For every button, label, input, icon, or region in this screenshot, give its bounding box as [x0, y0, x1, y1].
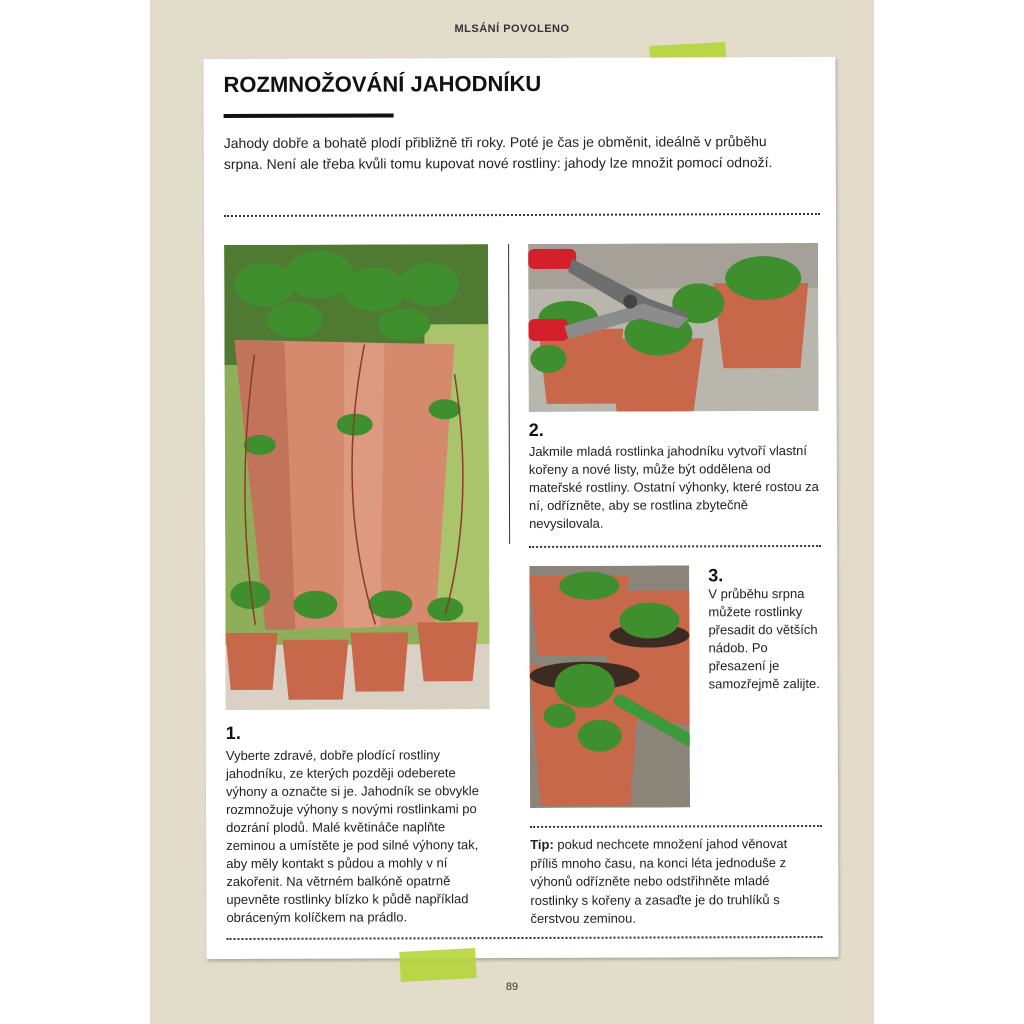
tip-text: pokud nechcete množení jahod věnovat příliš mnoho času, na konci léta jednoduše z výhonů odřízněte nebo odstřihněte mladé rostlinky s kořeny a zasaďte je do truhlíků s čerstvou zeminou. [530, 836, 788, 926]
book-page [150, 0, 874, 1024]
step-1-number: 1. [225, 722, 241, 744]
photo-step-1 [224, 244, 490, 710]
dotted-divider-tip [530, 825, 822, 828]
title-underline [224, 113, 394, 118]
step-2-number: 2. [528, 419, 544, 440]
step-3-text: V průběhu srpna můžete rostlinky přesadit do větších nádob. Po přesazení je samozřejmě zalijte. [708, 586, 820, 692]
dotted-divider-bottom [226, 936, 822, 940]
dotted-divider-top [224, 213, 820, 217]
content-card [203, 57, 838, 959]
dotted-divider-middle [529, 545, 821, 548]
step-2-text: Jakmile mladá rostlinka jahodníku vytvoří vlastní kořeny a nové listy, může být oddělena od mateřské rostliny. Ostatní výhonky, které rostou za ní, odřízněte, aby se rostlina zbytečně nevysilovala. [528, 443, 819, 531]
tip-label: Tip: [530, 836, 554, 852]
step-1-text: Vyberte zdravé, dobře plodící rostliny jahodníku, ze kterých později odeberete výhony a označte si je. Jahodník se obvykle rozmnožuje výhony s novými rostlinkami po dozrání plodů. Malé květináče naplňte zeminou a umístěte je pod silné výhony tak, aby měly kontakt s půdou a mohly v ní zakořenit. Na větrném balkóně opatrně upevněte rostlinky blízko k půdě například obráceným kolíčkem na prádlo. [225, 747, 479, 926]
tape-strip-bottom [399, 948, 476, 982]
column-divider [508, 244, 510, 544]
page-title: ROZMNOŽOVÁNÍ JAHODNÍKU [223, 70, 542, 98]
running-head: MLSÁNÍ POVOLENO [454, 23, 570, 35]
tip-box [530, 835, 800, 928]
photo-step-2 [528, 243, 819, 412]
intro-paragraph: Jahody dobře a bohatě plodí přibližně tři roky. Poté je čas je obměnit, ideálně v průběhu srpna. Není ale třeba kvůli tomu kupovat nové rostliny: jahody lze množit pomocí odnoží. [223, 133, 773, 173]
photo-step-3 [529, 565, 690, 808]
page-number: 89 [505, 981, 519, 993]
step-3-number: 3. [708, 565, 724, 586]
